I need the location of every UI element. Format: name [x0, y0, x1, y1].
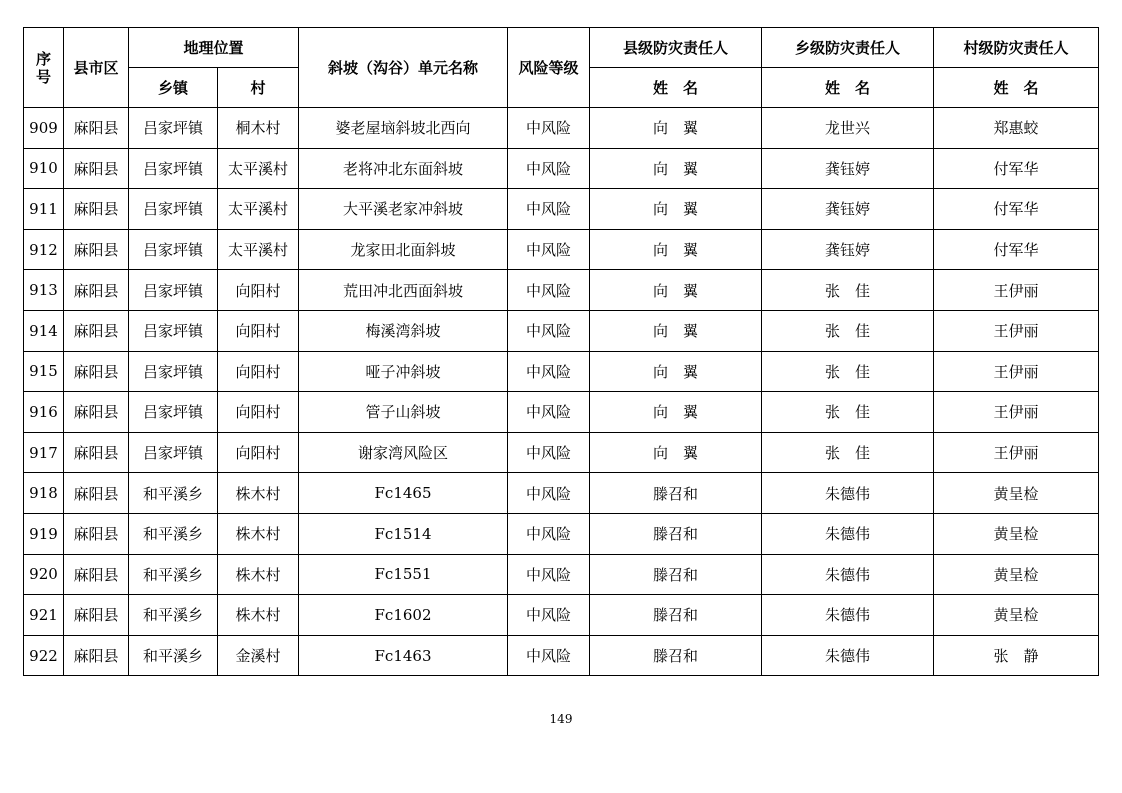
cell-county: 麻阳县 [64, 108, 129, 149]
table-row [24, 189, 1099, 230]
cell-county: 麻阳县 [64, 189, 129, 230]
cell-township-person: 龚钰婷 [762, 189, 934, 230]
cell-township: 吕家坪镇 [129, 108, 218, 149]
cell-township-person: 朱德伟 [762, 513, 934, 554]
cell-village: 株木村 [218, 595, 299, 636]
cell-county-person: 向 翼 [590, 310, 762, 351]
cell-seq: 911 [24, 189, 64, 230]
cell-township-person: 朱德伟 [762, 595, 934, 636]
cell-slope: Fc1551 [299, 554, 508, 595]
cell-county-person: 向 翼 [590, 189, 762, 230]
cell-village: 向阳村 [218, 392, 299, 433]
cell-seq: 922 [24, 635, 64, 676]
header-village: 村 [218, 68, 299, 108]
cell-township: 和平溪乡 [129, 595, 218, 636]
cell-county: 麻阳县 [64, 351, 129, 392]
cell-county-person: 向 翼 [590, 270, 762, 311]
cell-slope: 老将冲北东面斜坡 [299, 148, 508, 189]
header-seq [24, 28, 64, 108]
header-township-resp: 乡级防灾责任人 [762, 28, 934, 68]
cell-county-person: 向 翼 [590, 229, 762, 270]
cell-slope: 梅溪湾斜坡 [299, 310, 508, 351]
header-seq-line2: 号 [35, 67, 51, 86]
cell-risk: 中风险 [508, 392, 590, 433]
cell-county: 麻阳县 [64, 513, 129, 554]
cell-risk: 中风险 [508, 554, 590, 595]
cell-county: 麻阳县 [64, 392, 129, 433]
cell-county: 麻阳县 [64, 554, 129, 595]
cell-township: 和平溪乡 [129, 513, 218, 554]
cell-county-person: 滕召和 [590, 473, 762, 514]
cell-county: 麻阳县 [64, 148, 129, 189]
cell-county-person: 滕召和 [590, 513, 762, 554]
cell-township-person: 张 佳 [762, 310, 934, 351]
header-county-name: 姓 名 [590, 68, 762, 108]
cell-seq: 914 [24, 310, 64, 351]
cell-village: 桐木村 [218, 108, 299, 149]
cell-county-person: 滕召和 [590, 554, 762, 595]
cell-slope: 婆老屋垴斜坡北西向 [299, 108, 508, 149]
header-village-name: 姓 名 [934, 68, 1099, 108]
cell-village-person: 张 静 [934, 635, 1099, 676]
cell-seq: 915 [24, 351, 64, 392]
cell-township-person: 朱德伟 [762, 635, 934, 676]
cell-village-person: 王伊丽 [934, 270, 1099, 311]
header-seq-line1: 序 [35, 49, 51, 68]
table-row [24, 229, 1099, 270]
cell-county: 麻阳县 [64, 432, 129, 473]
cell-county: 麻阳县 [64, 229, 129, 270]
cell-village: 株木村 [218, 554, 299, 595]
cell-township-person: 张 佳 [762, 432, 934, 473]
header-risk: 风险等级 [508, 28, 590, 108]
cell-village-person: 王伊丽 [934, 392, 1099, 433]
cell-slope: Fc1463 [299, 635, 508, 676]
cell-township-person: 龚钰婷 [762, 229, 934, 270]
header-county-resp: 县级防灾责任人 [590, 28, 762, 68]
cell-risk: 中风险 [508, 351, 590, 392]
cell-village-person: 王伊丽 [934, 351, 1099, 392]
cell-village-person: 黄呈检 [934, 554, 1099, 595]
cell-township: 吕家坪镇 [129, 229, 218, 270]
cell-village: 向阳村 [218, 310, 299, 351]
table-row [24, 595, 1099, 636]
table-row [24, 270, 1099, 311]
cell-risk: 中风险 [508, 270, 590, 311]
cell-slope: 荒田冲北西面斜坡 [299, 270, 508, 311]
table-row [24, 432, 1099, 473]
cell-township-person: 张 佳 [762, 392, 934, 433]
cell-township-person: 龚钰婷 [762, 148, 934, 189]
header-township: 乡镇 [129, 68, 218, 108]
cell-county: 麻阳县 [64, 595, 129, 636]
cell-township-person: 张 佳 [762, 270, 934, 311]
cell-village-person: 王伊丽 [934, 432, 1099, 473]
page-number: 149 [549, 712, 573, 726]
table-row [24, 635, 1099, 676]
cell-village-person: 郑惠蛟 [934, 108, 1099, 149]
cell-slope: 哑子冲斜坡 [299, 351, 508, 392]
cell-risk: 中风险 [508, 148, 590, 189]
cell-village: 株木村 [218, 473, 299, 514]
cell-risk: 中风险 [508, 432, 590, 473]
cell-village-person: 黄呈检 [934, 513, 1099, 554]
cell-township: 吕家坪镇 [129, 310, 218, 351]
cell-township-person: 龙世兴 [762, 108, 934, 149]
cell-slope: Fc1465 [299, 473, 508, 514]
cell-risk: 中风险 [508, 513, 590, 554]
cell-seq: 916 [24, 392, 64, 433]
cell-seq: 920 [24, 554, 64, 595]
cell-risk: 中风险 [508, 473, 590, 514]
cell-village-person: 付军华 [934, 148, 1099, 189]
cell-township: 吕家坪镇 [129, 148, 218, 189]
cell-county-person: 向 翼 [590, 432, 762, 473]
cell-village-person: 王伊丽 [934, 310, 1099, 351]
cell-risk: 中风险 [508, 310, 590, 351]
cell-county-person: 滕召和 [590, 635, 762, 676]
cell-township: 吕家坪镇 [129, 392, 218, 433]
header-county: 县市区 [64, 28, 129, 108]
cell-seq: 909 [24, 108, 64, 149]
cell-slope: Fc1602 [299, 595, 508, 636]
cell-risk: 中风险 [508, 635, 590, 676]
header-township-name: 姓 名 [762, 68, 934, 108]
cell-seq: 918 [24, 473, 64, 514]
cell-seq: 921 [24, 595, 64, 636]
cell-county: 麻阳县 [64, 635, 129, 676]
cell-risk: 中风险 [508, 595, 590, 636]
table-row [24, 392, 1099, 433]
cell-township: 和平溪乡 [129, 473, 218, 514]
cell-county: 麻阳县 [64, 310, 129, 351]
table-row [24, 513, 1099, 554]
cell-risk: 中风险 [508, 189, 590, 230]
cell-risk: 中风险 [508, 108, 590, 149]
cell-county-person: 向 翼 [590, 148, 762, 189]
cell-seq: 913 [24, 270, 64, 311]
cell-township: 和平溪乡 [129, 554, 218, 595]
cell-county-person: 向 翼 [590, 108, 762, 149]
table-row [24, 351, 1099, 392]
cell-township: 和平溪乡 [129, 635, 218, 676]
cell-township: 吕家坪镇 [129, 432, 218, 473]
cell-township-person: 朱德伟 [762, 473, 934, 514]
cell-risk: 中风险 [508, 229, 590, 270]
cell-slope: 龙家田北面斜坡 [299, 229, 508, 270]
cell-county-person: 向 翼 [590, 351, 762, 392]
cell-slope: Fc1514 [299, 513, 508, 554]
cell-village: 向阳村 [218, 351, 299, 392]
table-row [24, 108, 1099, 149]
header-slope-name: 斜坡（沟谷）单元名称 [299, 28, 508, 108]
cell-county-person: 向 翼 [590, 392, 762, 433]
cell-village-person: 黄呈检 [934, 473, 1099, 514]
cell-village: 向阳村 [218, 432, 299, 473]
cell-seq: 910 [24, 148, 64, 189]
cell-county: 麻阳县 [64, 473, 129, 514]
cell-township-person: 朱德伟 [762, 554, 934, 595]
cell-village: 太平溪村 [218, 229, 299, 270]
table-row [24, 554, 1099, 595]
table-row [24, 148, 1099, 189]
cell-slope: 大平溪老家冲斜坡 [299, 189, 508, 230]
cell-county-person: 滕召和 [590, 595, 762, 636]
cell-seq: 912 [24, 229, 64, 270]
header-geo: 地理位置 [129, 28, 299, 68]
cell-township: 吕家坪镇 [129, 189, 218, 230]
cell-village: 金溪村 [218, 635, 299, 676]
cell-county: 麻阳县 [64, 270, 129, 311]
cell-slope: 管子山斜坡 [299, 392, 508, 433]
cell-township-person: 张 佳 [762, 351, 934, 392]
disaster-responsibility-table [23, 27, 1099, 676]
cell-seq: 919 [24, 513, 64, 554]
cell-village: 太平溪村 [218, 189, 299, 230]
cell-village: 株木村 [218, 513, 299, 554]
table-row [24, 310, 1099, 351]
cell-village-person: 付军华 [934, 229, 1099, 270]
cell-village: 向阳村 [218, 270, 299, 311]
header-village-resp: 村级防灾责任人 [934, 28, 1099, 68]
table-body [24, 108, 1099, 676]
cell-township: 吕家坪镇 [129, 351, 218, 392]
cell-seq: 917 [24, 432, 64, 473]
cell-village: 太平溪村 [218, 148, 299, 189]
cell-village-person: 付军华 [934, 189, 1099, 230]
cell-slope: 谢家湾风险区 [299, 432, 508, 473]
cell-village-person: 黄呈检 [934, 595, 1099, 636]
table-row [24, 473, 1099, 514]
cell-township: 吕家坪镇 [129, 270, 218, 311]
